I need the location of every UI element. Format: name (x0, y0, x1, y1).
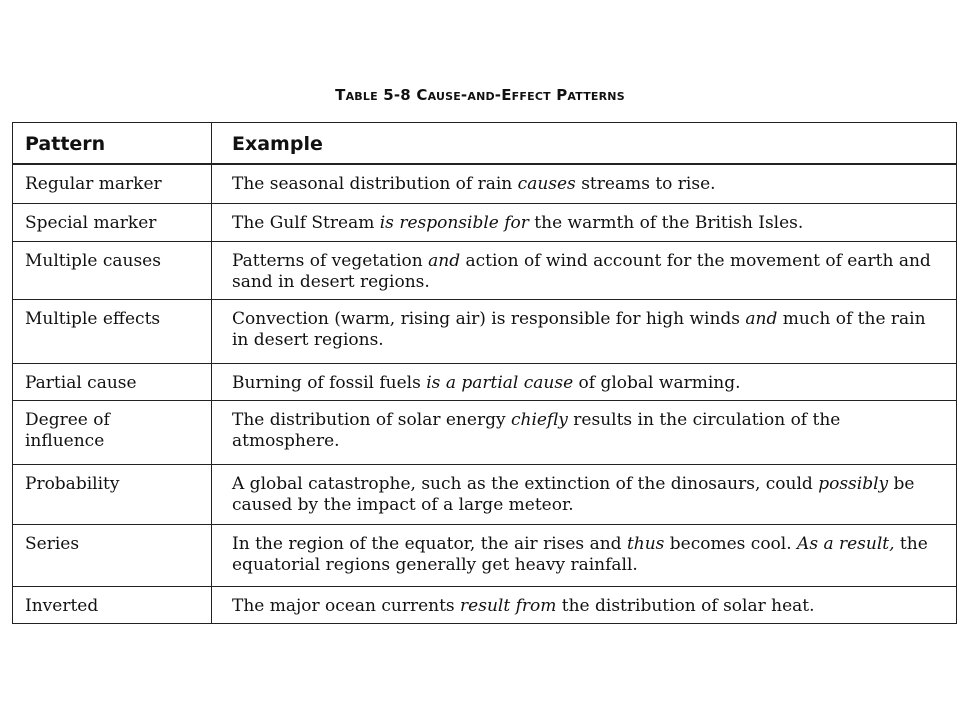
example-text: Burning of fossil fuels (232, 373, 427, 393)
example-marker-text: As a result, (797, 534, 895, 554)
table-title (0, 86, 960, 104)
table-row (13, 587, 957, 624)
table-row (13, 525, 957, 587)
example-text: Convection (warm, rising air) is responsible for high winds (232, 309, 746, 329)
table-row (13, 204, 957, 242)
example-marker-text: possibly (818, 474, 889, 494)
example-marker-text: and (745, 309, 778, 329)
pattern-text: Degree of (25, 410, 110, 430)
example-marker-text: is a partial cause (426, 373, 574, 393)
pattern-cell (13, 364, 212, 401)
example-text: A global catastrophe, such as the extinction of the dinosaurs, could (232, 474, 819, 494)
pattern-cell (13, 401, 212, 465)
header-row (13, 123, 957, 164)
example-marker-text: and (428, 251, 461, 271)
example-text: The distribution of solar energy (232, 410, 511, 430)
pattern-text: Multiple effects (25, 309, 161, 329)
pattern-text: Probability (25, 474, 120, 494)
pattern-text: Regular marker (25, 173, 162, 194)
table-row (13, 300, 957, 364)
table-row (13, 242, 957, 300)
example-cell (212, 364, 957, 401)
header-pattern: Pattern (13, 123, 212, 164)
pattern-cell (13, 242, 212, 300)
example-text: becomes cool. (664, 534, 798, 554)
example-text: the equatorial regions generally get heavy rainfall. (232, 534, 928, 575)
example-text: results in the circulation of the atmosphere. (232, 410, 841, 451)
example-cell (212, 242, 957, 300)
example-marker-text: chiefly (510, 410, 568, 430)
example-text: The Gulf Stream (232, 213, 380, 233)
example-marker-text: thus (626, 534, 665, 554)
pattern-text: Special marker (25, 213, 157, 233)
pattern-text: Inverted (25, 596, 99, 616)
table-body (13, 164, 957, 624)
pattern-text: Multiple causes (25, 251, 161, 271)
example-text: Patterns of vegetation (232, 251, 429, 271)
table-row (13, 164, 957, 204)
pattern-text: Series (25, 534, 80, 554)
example-cell (212, 525, 957, 587)
pattern-cell (13, 300, 212, 364)
example-text: much of the rain in desert regions. (232, 309, 926, 350)
pattern-cell (13, 164, 212, 204)
example-text: the warmth of the British Isles. (528, 213, 804, 233)
example-cell (212, 164, 957, 204)
header-example: Example (212, 123, 957, 164)
pattern-cell (13, 587, 212, 624)
example-cell (212, 587, 957, 624)
example-text: streams to rise. (575, 173, 716, 194)
example-cell (212, 401, 957, 465)
example-cell (212, 204, 957, 242)
table-number: Table 5-8 (335, 86, 411, 104)
table-name: Cause-and-Effect Patterns (416, 86, 625, 104)
example-marker-text: result from (460, 596, 557, 616)
table-row (13, 364, 957, 401)
table-row (13, 401, 957, 465)
example-marker-text: causes (517, 173, 576, 194)
table-row (13, 465, 957, 525)
example-text: be caused by the impact of a large meteor. (232, 474, 915, 515)
pattern-cell (13, 465, 212, 525)
pattern-cell (13, 525, 212, 587)
example-text: In the region of the equator, the air rises and (232, 534, 627, 554)
example-text: The seasonal distribution of rain (232, 173, 518, 194)
example-text: action of wind account for the movement of earth and sand in desert regions. (232, 251, 931, 292)
example-cell (212, 300, 957, 364)
example-cell (212, 465, 957, 525)
example-text: of global warming. (573, 373, 741, 393)
pattern-text: influence (25, 431, 105, 451)
example-marker-text: is responsible for (379, 213, 529, 233)
pattern-cell (13, 204, 212, 242)
pattern-text: Partial cause (25, 373, 137, 393)
cause-effect-table (12, 122, 957, 624)
example-text: The major ocean currents (232, 596, 461, 616)
example-text: the distribution of solar heat. (556, 596, 815, 616)
